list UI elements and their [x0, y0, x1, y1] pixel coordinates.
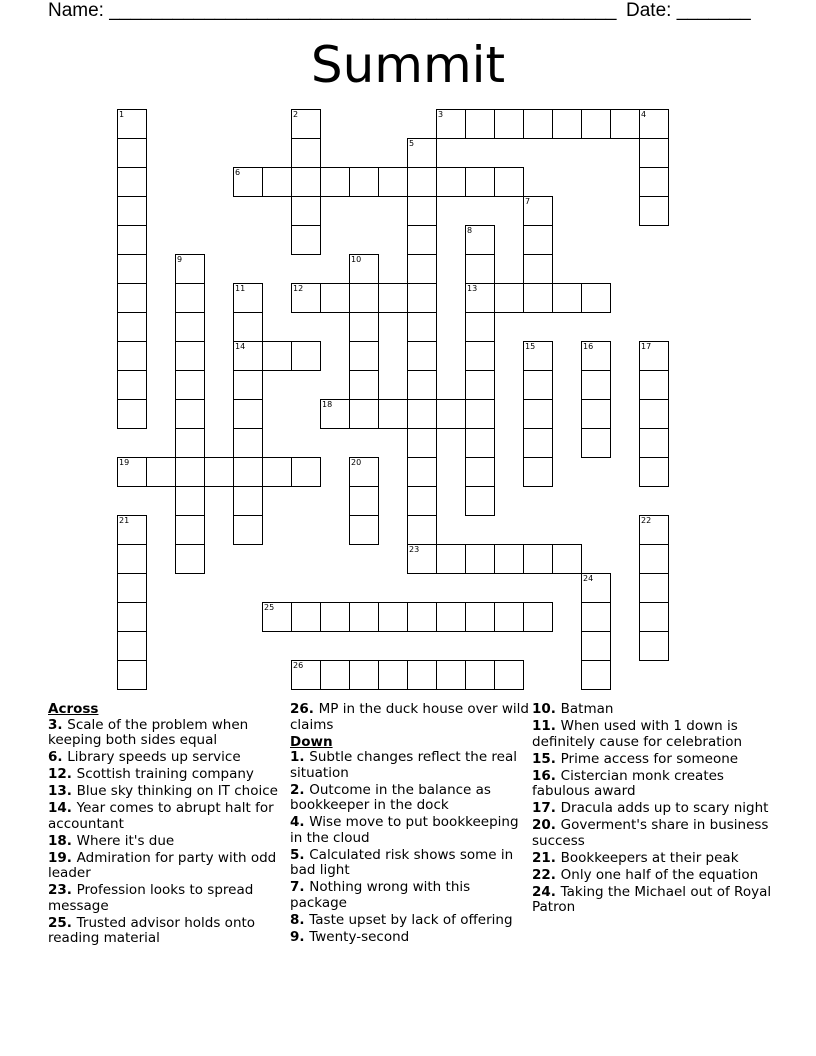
cell-number: 25 — [264, 603, 275, 612]
grid-cell[interactable] — [436, 399, 466, 429]
grid-cell[interactable] — [407, 399, 437, 429]
grid-cell[interactable] — [639, 196, 669, 226]
grid-cell[interactable] — [320, 399, 350, 429]
grid-cell[interactable] — [262, 341, 292, 371]
clue-number: 19 — [48, 849, 67, 866]
clue-text: Calculated risk shows some in bad light — [290, 846, 514, 878]
grid-cell[interactable] — [407, 254, 437, 284]
grid-cell[interactable] — [291, 109, 321, 139]
grid-cell[interactable] — [465, 660, 495, 690]
grid-cell[interactable] — [465, 370, 495, 400]
clue-text: MP in the duck house over wild claims — [290, 701, 529, 733]
cell-number: 17 — [641, 342, 652, 351]
clue-text: Prime access for someone — [560, 750, 739, 767]
grid-cell[interactable] — [639, 341, 669, 371]
grid-cell[interactable] — [291, 196, 321, 226]
grid-cell[interactable] — [639, 631, 669, 661]
down-clue: 9. Twenty-second — [290, 928, 410, 945]
grid-cell[interactable] — [610, 109, 640, 139]
grid-cell[interactable] — [378, 283, 408, 313]
grid-cell[interactable] — [146, 457, 176, 487]
grid-cell[interactable] — [581, 573, 611, 603]
grid-cell[interactable] — [291, 341, 321, 371]
down-clue: 7. Nothing wrong with this package — [290, 879, 471, 911]
grid-cell[interactable] — [436, 544, 466, 574]
clue-text: Only one half of the equation — [560, 866, 759, 883]
grid-cell[interactable] — [262, 167, 292, 197]
grid-cell[interactable] — [291, 283, 321, 313]
cell-number: 1 — [119, 110, 125, 119]
grid-cell[interactable] — [378, 602, 408, 632]
grid-cell[interactable] — [581, 660, 611, 690]
grid-cell[interactable] — [117, 254, 147, 284]
clue-text: Where it's due — [76, 832, 175, 849]
grid-cell[interactable] — [523, 225, 553, 255]
grid-cell[interactable] — [639, 602, 669, 632]
grid-cell[interactable] — [117, 544, 147, 574]
grid-cell[interactable] — [523, 544, 553, 574]
grid-cell[interactable] — [117, 167, 147, 197]
cell-number: 16 — [583, 342, 594, 351]
grid-cell[interactable] — [639, 399, 669, 429]
clue-number: 2 — [290, 781, 300, 798]
clue-number: 3 — [48, 716, 58, 733]
clue-number: 24 — [532, 883, 551, 900]
grid-cell[interactable] — [407, 457, 437, 487]
grid-cell[interactable] — [465, 312, 495, 342]
clue-text: Taking the Michael out of Royal Patron — [532, 883, 772, 915]
clue-text: Year comes to abrupt halt for accountant — [48, 800, 274, 832]
across-clue: 14. Year comes to abrupt halt for accountant — [48, 800, 274, 832]
clue-number: 5 — [290, 846, 300, 863]
clue-text: When used with 1 down is definitely cause for celebration — [532, 718, 743, 750]
down-clue: 1. Subtle changes reflect the real situation — [290, 749, 517, 781]
grid-cell[interactable] — [407, 167, 437, 197]
grid-cell[interactable] — [320, 283, 350, 313]
clue-number: 12 — [48, 766, 67, 782]
grid-cell[interactable] — [117, 109, 147, 139]
across-clue: 19. Admiration for party with odd leader — [48, 849, 277, 881]
cell-number: 14 — [235, 342, 246, 351]
across-clue: 26. MP in the duck house over wild claims — [290, 701, 529, 733]
clue-number: 7 — [290, 879, 300, 895]
clue-number: 25 — [48, 914, 67, 931]
grid-cell[interactable] — [494, 544, 524, 574]
grid-cell[interactable] — [349, 167, 379, 197]
cell-number: 6 — [235, 168, 241, 177]
grid-cell[interactable] — [175, 428, 205, 458]
date-field[interactable]: Date: _______ — [626, 0, 751, 21]
down-clue: 21. Bookkeepers at their peak — [532, 849, 739, 866]
grid-cell[interactable] — [233, 370, 263, 400]
grid-cell[interactable] — [349, 312, 379, 342]
across-clue: 3. Scale of the problem when keeping both sides equal — [48, 716, 249, 748]
grid-cell[interactable] — [349, 457, 379, 487]
cell-number: 26 — [293, 661, 304, 670]
grid-cell[interactable] — [523, 341, 553, 371]
clue-number: 8 — [290, 911, 300, 928]
grid-cell[interactable] — [320, 602, 350, 632]
grid-cell[interactable] — [639, 544, 669, 574]
grid-cell[interactable] — [378, 167, 408, 197]
down-clue: 24. Taking the Michael out of Royal Patron — [532, 883, 772, 915]
clue-text: Scale of the problem when keeping both sides equal — [48, 716, 249, 748]
grid-cell[interactable] — [494, 109, 524, 139]
page-title: Summit — [310, 36, 506, 94]
down-clue: 17. Dracula adds up to scary night — [532, 800, 769, 816]
grid-cell[interactable] — [639, 167, 669, 197]
cell-number: 21 — [119, 516, 130, 525]
grid-cell[interactable] — [349, 660, 379, 690]
grid-cell[interactable] — [465, 225, 495, 255]
grid-cell[interactable] — [407, 544, 437, 574]
down-clue: 15. Prime access for someone — [532, 750, 739, 767]
grid-cell[interactable] — [581, 109, 611, 139]
cell-number: 9 — [177, 255, 183, 264]
grid-cell[interactable] — [465, 428, 495, 458]
clue-text: Wise move to put bookkeeping in the cloud — [290, 814, 519, 846]
grid-cell[interactable] — [175, 370, 205, 400]
grid-cell[interactable] — [494, 602, 524, 632]
clue-number: 13 — [48, 783, 67, 799]
grid-cell[interactable] — [465, 602, 495, 632]
grid-cell[interactable] — [204, 457, 234, 487]
clue-number: 22 — [532, 866, 551, 883]
grid-cell[interactable] — [233, 312, 263, 342]
clue-text: Taste upset by lack of offering — [309, 911, 513, 928]
cell-number: 7 — [525, 197, 531, 206]
grid-cell[interactable] — [523, 254, 553, 284]
down-clue: 5. Calculated risk shows some in bad light — [290, 846, 514, 878]
grid-cell[interactable] — [349, 515, 379, 545]
grid-cell[interactable] — [291, 602, 321, 632]
clue-text: Dracula adds up to scary night — [560, 800, 769, 816]
cell-number: 18 — [322, 400, 333, 409]
grid-cell[interactable] — [407, 660, 437, 690]
grid-cell[interactable] — [291, 457, 321, 487]
cell-number: 11 — [235, 284, 246, 293]
grid-cell[interactable] — [436, 109, 466, 139]
clue-number: 21 — [532, 849, 551, 866]
grid-cell[interactable] — [523, 370, 553, 400]
clue-number: 11 — [532, 718, 551, 734]
grid-cell[interactable] — [117, 283, 147, 313]
grid-cell[interactable] — [175, 399, 205, 429]
clue-text: Scottish training company — [76, 766, 254, 782]
grid-cell[interactable] — [552, 544, 582, 574]
grid-cell[interactable] — [117, 602, 147, 632]
down-clue: 10. Batman — [532, 701, 614, 717]
cell-number: 15 — [525, 342, 536, 351]
grid-cell[interactable] — [349, 341, 379, 371]
clues-column-3 — [532, 702, 772, 917]
grid-cell[interactable] — [407, 283, 437, 313]
grid-cell[interactable] — [175, 254, 205, 284]
grid-cell[interactable] — [233, 341, 263, 371]
clue-text: Subtle changes reflect the real situation — [290, 749, 517, 781]
grid-cell[interactable] — [407, 312, 437, 342]
grid-cell[interactable] — [407, 602, 437, 632]
grid-cell[interactable] — [639, 370, 669, 400]
across-clue: 12. Scottish training company — [48, 766, 254, 782]
grid-cell[interactable] — [117, 573, 147, 603]
grid-cell[interactable] — [523, 196, 553, 226]
grid-cell[interactable] — [233, 399, 263, 429]
cell-number: 19 — [119, 458, 130, 467]
cell-number: 12 — [293, 284, 304, 293]
grid-cell[interactable] — [117, 370, 147, 400]
cell-number: 5 — [409, 139, 415, 148]
grid-cell[interactable] — [175, 515, 205, 545]
grid-cell[interactable] — [552, 109, 582, 139]
grid-cell[interactable] — [465, 167, 495, 197]
grid-cell[interactable] — [581, 602, 611, 632]
clue-number: 18 — [48, 832, 67, 849]
grid-cell[interactable] — [349, 370, 379, 400]
clue-text: Admiration for party with odd leader — [48, 849, 277, 881]
clue-text: Twenty-second — [309, 928, 410, 945]
grid-cell[interactable] — [639, 428, 669, 458]
grid-cell[interactable] — [117, 515, 147, 545]
cell-number: 3 — [438, 110, 444, 119]
clue-text: Batman — [560, 701, 614, 717]
grid-cell[interactable] — [117, 457, 147, 487]
grid-cell[interactable] — [639, 515, 669, 545]
grid-cell[interactable] — [233, 283, 263, 313]
grid-cell[interactable] — [581, 399, 611, 429]
grid-cell[interactable] — [349, 486, 379, 516]
grid-cell[interactable] — [233, 486, 263, 516]
grid-cell[interactable] — [117, 631, 147, 661]
grid-cell[interactable] — [320, 660, 350, 690]
clue-text: Library speeds up service — [67, 749, 241, 765]
clue-number: 10 — [532, 701, 551, 717]
grid-cell[interactable] — [407, 370, 437, 400]
grid-cell[interactable] — [639, 457, 669, 487]
across-clue: 25. Trusted advisor holds onto reading material — [48, 914, 256, 946]
clue-number: 26 — [290, 701, 309, 717]
clue-text: Goverment's share in business success — [532, 817, 769, 849]
grid-cell[interactable] — [175, 544, 205, 574]
grid-cell[interactable] — [233, 167, 263, 197]
down-clue: 16. Cistercian monk creates fabulous award — [532, 767, 724, 799]
grid-cell[interactable] — [465, 544, 495, 574]
grid-cell[interactable] — [407, 428, 437, 458]
grid-cell[interactable] — [465, 109, 495, 139]
across-clue: 13. Blue sky thinking on IT choice — [48, 783, 278, 799]
grid-cell[interactable] — [465, 399, 495, 429]
grid-cell[interactable] — [581, 370, 611, 400]
grid-cell[interactable] — [581, 341, 611, 371]
down-heading: Down — [290, 733, 333, 750]
grid-cell[interactable] — [117, 225, 147, 255]
clue-text: Profession looks to spread message — [48, 882, 254, 914]
grid-cell[interactable] — [639, 573, 669, 603]
down-clue: 11. When used with 1 down is definitely cause for celebration — [532, 718, 743, 750]
grid-cell[interactable] — [175, 312, 205, 342]
grid-cell[interactable] — [465, 254, 495, 284]
grid-cell[interactable] — [407, 225, 437, 255]
clue-number: 20 — [532, 817, 551, 833]
grid-cell[interactable] — [320, 167, 350, 197]
grid-cell[interactable] — [407, 138, 437, 168]
clue-number: 4 — [290, 814, 300, 830]
grid-cell[interactable] — [407, 486, 437, 516]
grid-cell[interactable] — [262, 602, 292, 632]
grid-cell[interactable] — [581, 283, 611, 313]
grid-cell[interactable] — [378, 399, 408, 429]
clue-number: 9 — [290, 928, 300, 945]
grid-cell[interactable] — [465, 341, 495, 371]
down-clue: 20. Goverment's share in business success — [532, 817, 769, 849]
grid-cell[interactable] — [262, 457, 292, 487]
down-clue: 8. Taste upset by lack of offering — [290, 911, 513, 928]
grid-cell[interactable] — [349, 283, 379, 313]
across-clue: 18. Where it's due — [48, 832, 175, 849]
cell-number: 22 — [641, 516, 652, 525]
clue-text: Outcome in the balance as bookkeeper in the dock — [290, 781, 491, 813]
clue-number: 6 — [48, 749, 58, 765]
grid-cell[interactable] — [117, 660, 147, 690]
grid-cell[interactable] — [639, 109, 669, 139]
grid-cell[interactable] — [465, 283, 495, 313]
clue-number: 1 — [290, 749, 300, 765]
clue-text: Bookkeepers at their peak — [560, 849, 739, 866]
grid-cell[interactable] — [523, 109, 553, 139]
grid-cell[interactable] — [117, 196, 147, 226]
cell-number: 23 — [409, 545, 420, 554]
across-heading: Across — [48, 701, 99, 717]
grid-cell[interactable] — [291, 167, 321, 197]
grid-cell[interactable] — [523, 602, 553, 632]
across-clue: 6. Library speeds up service — [48, 749, 241, 765]
grid-cell[interactable] — [436, 602, 466, 632]
clue-number: 14 — [48, 800, 67, 816]
cell-number: 4 — [641, 110, 647, 119]
grid-cell[interactable] — [291, 225, 321, 255]
grid-cell[interactable] — [291, 138, 321, 168]
down-clue: 2. Outcome in the balance as bookkeeper in the dock — [290, 781, 491, 813]
grid-cell[interactable] — [233, 428, 263, 458]
grid-cell[interactable] — [436, 167, 466, 197]
down-clue: 4. Wise move to put bookkeeping in the cloud — [290, 814, 519, 846]
grid-cell[interactable] — [465, 457, 495, 487]
grid-cell[interactable] — [117, 138, 147, 168]
clue-text: Blue sky thinking on IT choice — [76, 783, 278, 799]
across-clue: 23. Profession looks to spread message — [48, 882, 254, 914]
grid-cell[interactable] — [407, 515, 437, 545]
cell-number: 2 — [293, 110, 299, 119]
grid-cell[interactable] — [349, 602, 379, 632]
grid-cell[interactable] — [523, 283, 553, 313]
clue-text: Trusted advisor holds onto reading material — [48, 914, 256, 946]
grid-cell[interactable] — [175, 341, 205, 371]
grid-cell[interactable] — [407, 196, 437, 226]
clue-text: Cistercian monk creates fabulous award — [532, 767, 724, 799]
cell-number: 13 — [467, 284, 478, 293]
grid-cell[interactable] — [465, 486, 495, 516]
grid-cell[interactable] — [117, 341, 147, 371]
grid-cell[interactable] — [117, 312, 147, 342]
cell-number: 24 — [583, 574, 594, 583]
clues-column-1 — [48, 702, 288, 948]
grid-cell[interactable] — [117, 399, 147, 429]
name-field[interactable]: Name: ________________________________________________ — [48, 0, 617, 21]
grid-cell[interactable] — [175, 457, 205, 487]
cell-number: 10 — [351, 255, 362, 264]
grid-cell[interactable] — [233, 457, 263, 487]
grid-cell[interactable] — [494, 283, 524, 313]
grid-cell[interactable] — [378, 660, 408, 690]
grid-cell[interactable] — [349, 254, 379, 284]
clue-number: 16 — [532, 767, 551, 784]
grid-cell[interactable] — [639, 138, 669, 168]
grid-cell[interactable] — [291, 660, 321, 690]
grid-cell[interactable] — [494, 167, 524, 197]
clue-number: 15 — [532, 750, 551, 767]
grid-cell[interactable] — [523, 399, 553, 429]
clue-number: 23 — [48, 882, 67, 898]
grid-cell[interactable] — [175, 283, 205, 313]
grid-cell[interactable] — [552, 283, 582, 313]
grid-cell[interactable] — [349, 399, 379, 429]
grid-cell[interactable] — [494, 660, 524, 690]
grid-cell[interactable] — [407, 341, 437, 371]
grid-cell[interactable] — [436, 660, 466, 690]
grid-cell[interactable] — [523, 428, 553, 458]
grid-cell[interactable] — [581, 631, 611, 661]
grid-cell[interactable] — [233, 515, 263, 545]
down-clue: 22. Only one half of the equation — [532, 866, 759, 883]
clues-column-2 — [290, 702, 530, 947]
grid-cell[interactable] — [175, 486, 205, 516]
clue-text: Nothing wrong with this package — [290, 879, 471, 911]
grid-cell[interactable] — [523, 457, 553, 487]
grid-cell[interactable] — [581, 428, 611, 458]
clue-number: 17 — [532, 800, 551, 816]
cell-number: 8 — [467, 226, 473, 235]
cell-number: 20 — [351, 458, 362, 467]
